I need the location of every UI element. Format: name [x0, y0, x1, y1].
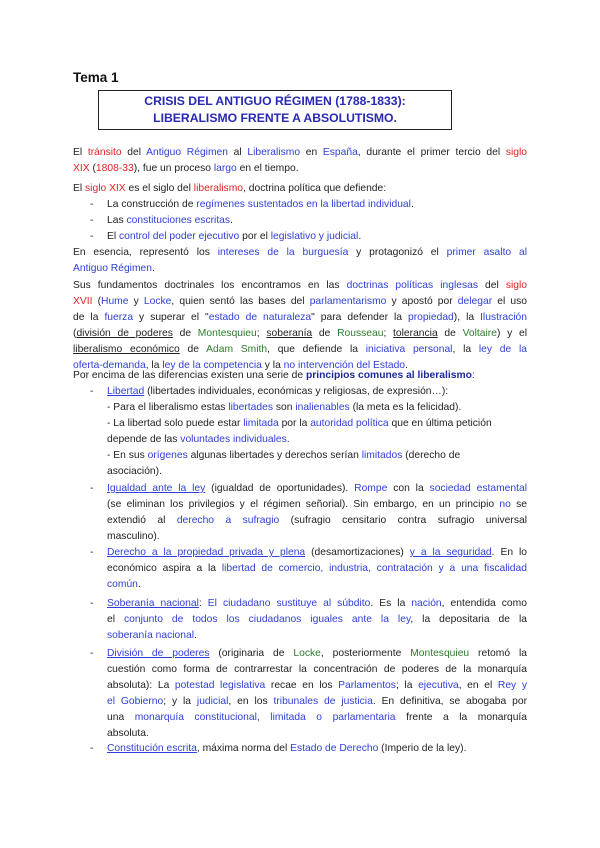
intro-paragraph-1: [73, 145, 527, 177]
list-item-soberania: - Soberanía nacional: El ciudadano sustituye al súbdito. Es la nación, entendida como el conjunto de todos los ciudadanos iguales ante la ley, la depositaria de la soberanía nacional.: [90, 598, 527, 641]
list-item-igualdad: - Igualdad ante la ley (igualdad de oportunidades). Rompe con la sociedad estamental (se eliminan los privilegios y el régimen señorial). Sin embargo, en un principio no se extendió al derecho a sufragio (sufragio censitario contra sufragio universal masculino).: [90, 483, 527, 542]
intro-paragraph-2: El siglo XIX es el siglo del liberalismo, doctrina política que defiende:: [73, 183, 387, 194]
list-item: - La construcción de regímenes sustentados en la libertad individual.: [90, 199, 414, 210]
list-item-constitucion: - Constitución escrita, máxima norma del Estado de Derecho (Imperio de la ley).: [90, 743, 467, 754]
fundamentos-paragraph: Sus fundamentos doctrinales los encontramos en las doctrinas políticas inglesas del siglo XVII (Hume y Locke, quien sentó las bases del parlamentarismo y apostó por delegar el uso de la fuerza y superar el "estado de naturaleza" para defender la propiedad), la Ilustración (división de poderes de Montesquieu; soberanía de Rousseau; tolerancia de Voltaire) y el liberalismo económico de Adam Smith, que defiende la iniciativa personal, la ley de la oferta-demanda, la ley de la competencia y la no intervención del Estado.: [73, 280, 528, 371]
list-item-libertad: - Libertad (libertades individuales, económicas y religiosas, de expresión…): - Para el liberalismo estas libertades son inalienables (la meta es la felicidad). - La libertad solo puede estar limitada por la autoridad política que en última petición depende de las voluntades individuales. - En sus orígenes algunas libertades y derechos serían limitados (derecho de asociación).: [90, 386, 492, 477]
list-item: - Las constituciones escritas.: [90, 215, 233, 226]
text-line: El tránsito del Antiguo Régimen al Liberalismo en España, durante el primer tercio del siglo: [73, 147, 527, 158]
title-box: [98, 90, 452, 130]
title-line-1: CRISIS DEL ANTIGUO RÉGIMEN (1788-1833):: [144, 94, 406, 108]
tema-label: Tema 1: [73, 70, 119, 85]
list-item-propiedad: - Derecho a la propiedad privada y plena (desamortizaciones) y a la seguridad. En lo económico aspira a la libertad de comercio, industria, contratación y a una fiscalidad común.: [90, 547, 527, 590]
text-line: XIX (1808-33), fue un proceso largo en el tiempo.: [73, 163, 299, 174]
intro-paragraph-2-close: En esencia, representó los intereses de la burguesía y protagonizó el primer asalto al Antiguo Régimen.: [73, 247, 528, 274]
list-item-division: - División de poderes (originaria de Locke, posteriormente Montesquieu retomó la cuestión como forma de contrarrestar la concentración de poderes de la monarquía absoluta): La potestad legislativa recae en los Parlamentos; la ejecutiva, en el Rey y el Gobierno; y la judicial, en los tribunales de justicia. En definitiva, se abogaba por una monarquía constitucional, limitada o parlamentaria frente a la monarquía absoluta.: [90, 648, 528, 739]
list-item: - El control del poder ejecutivo por el legislativo y judicial.: [90, 231, 362, 242]
principios-lead: Por encima de las diferencias existen una serie de principios comunes al liberalismo:: [73, 370, 475, 381]
title-line-2: LIBERALISMO FRENTE A ABSOLUTISMO.: [153, 111, 397, 125]
